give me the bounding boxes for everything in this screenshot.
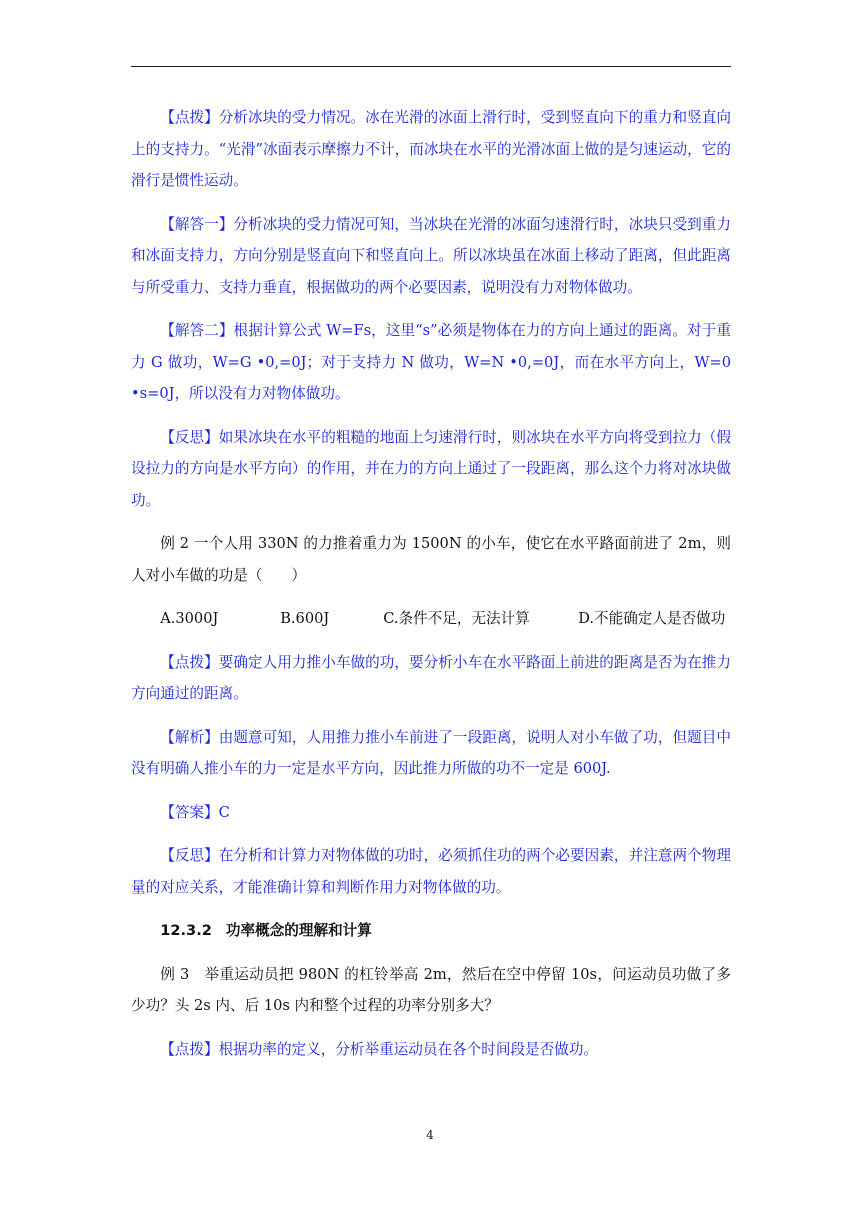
- example-2-question: 例 2 一个人用 330N 的力推着重力为 1500N 的小车，使它在水平路面前进了 2m，则人对小车做的功是（ ）: [131, 535, 731, 584]
- section-title: 功率概念的理解和计算: [225, 922, 372, 939]
- section-heading: [131, 915, 731, 947]
- example-2-options: [131, 603, 731, 635]
- solution-two-paragraph: 【解答二】根据计算公式 W=Fs，这里“s”必须是物体在力的方向上通过的距离。对于重力 G 做功，W=G •0,=0J；对于支持力 N 做功，W=N •0,=0J，而在水平方向上，W=0 •s=0J，所以没有力对物体做功。: [131, 322, 731, 402]
- example-3-question: 例 3 举重运动员把 980N 的杠铃举高 2m，然后在空中停留 10s，问运动员功做了多少功？头 2s 内、后 10s 内和整个过程的功率分别多大？: [131, 965, 731, 1014]
- hint-paragraph-2: 【点拨】要确定人用力推小车做的功，要分析小车在水平路面上前进的距离是否为在推力方向通过的距离。: [131, 653, 731, 702]
- solution-one-paragraph: 【解答一】分析冰块的受力情况可知，当冰块在光滑的冰面匀速滑行时，冰块只受到重力和冰面支持力，方向分别是竖直向下和竖直向上。所以冰块虽在冰面上移动了距离，但此距离与所受重力、支持力垂直，根据做功的两个必要因素，说明没有力对物体做功。: [131, 215, 731, 296]
- reflection-paragraph-2: 【反思】在分析和计算力对物体做的功时，必须抓住功的两个必要因素，并注意两个物理量的对应关系，才能准确计算和判断作用力对物体做的功。: [131, 847, 731, 896]
- document-body: [131, 102, 731, 1077]
- header-rule: [131, 66, 731, 67]
- option-d: D.不能确定人是否做功: [578, 610, 726, 627]
- answer-paragraph: 【答案】C: [160, 803, 230, 821]
- reflection-paragraph-1: 【反思】如果冰块在水平的粗糙的地面上匀速滑行时，则冰块在水平方向将受到拉力（假设拉力的方向是水平方向）的作用，并在力的方向上通过了一段距离，那么这个力将对冰块做功。: [131, 428, 731, 509]
- page-number: 4: [426, 1128, 434, 1142]
- hint-paragraph-3: 【点拨】根据功率的定义，分析举重运动员在各个时间段是否做功。: [160, 1040, 599, 1058]
- option-a: A.3000J: [160, 610, 219, 627]
- hint-paragraph-1: 【点拨】分析冰块的受力情况。冰在光滑的冰面上滑行时，受到竖直向下的重力和竖直向上的支持力。“光滑”冰面表示摩擦力不计，而冰块在水平的光滑冰面上做的是匀速运动，它的滑行是惯性运动。: [131, 109, 731, 189]
- section-number: 12.3.2: [160, 922, 212, 939]
- analysis-paragraph: 【解析】由题意可知，人用推力推小车前进了一段距离，说明人对小车做了功，但题目中没有明确人推小车的力一定是水平方向，因此推力所做的功不一定是 600J.: [131, 728, 731, 777]
- option-c: C.条件不足，无法计算: [383, 610, 530, 627]
- option-b: B.600J: [280, 610, 330, 627]
